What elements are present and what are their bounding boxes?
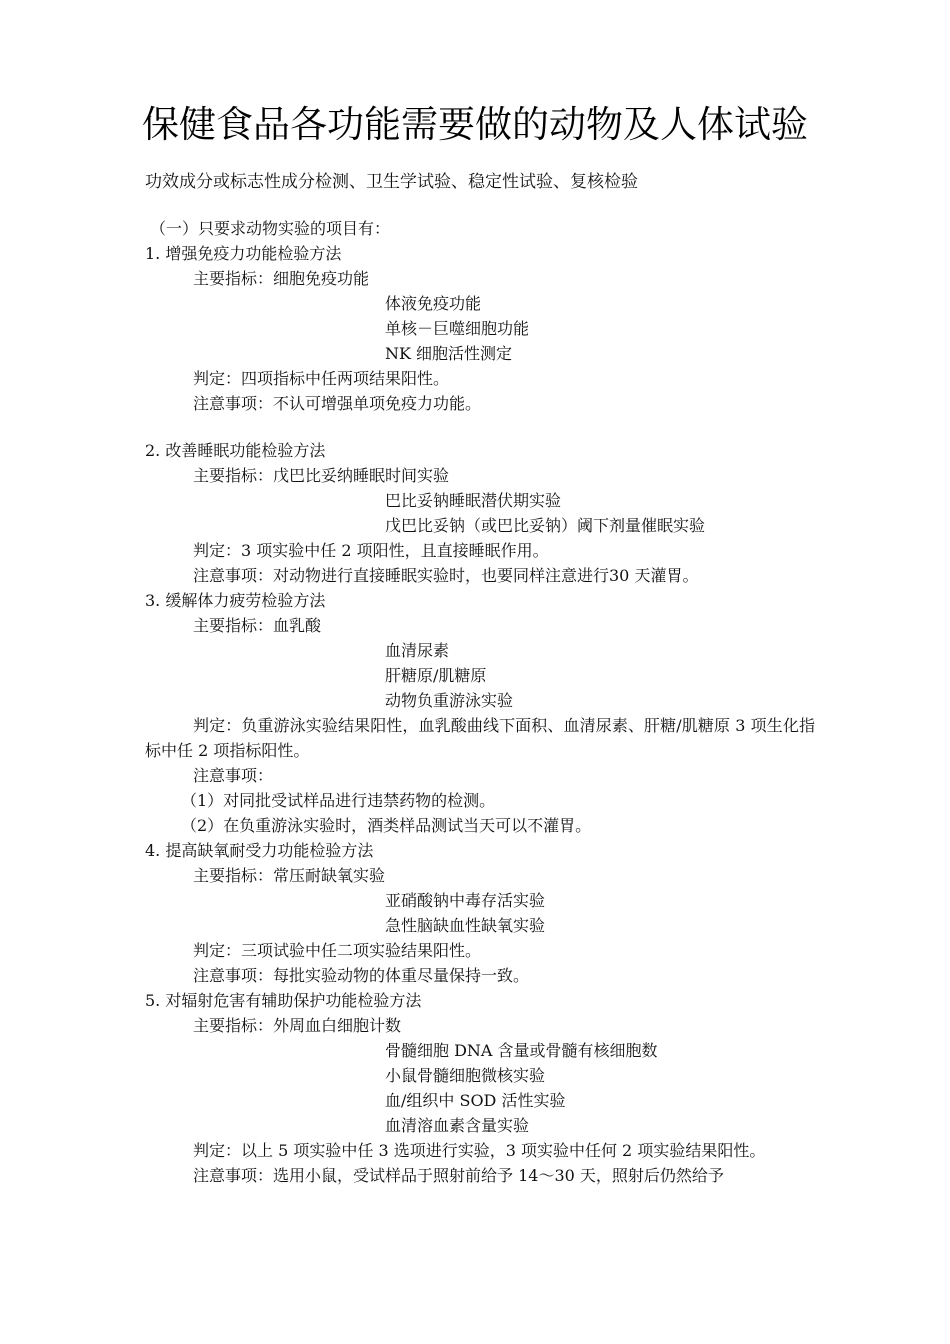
main-indicator: 主要指标：外周血白细胞计数 [193, 1016, 402, 1035]
main-indicator: 主要指标：戊巴比妥纳睡眠时间实验 [193, 466, 450, 485]
document-body [145, 216, 815, 1188]
section-heading: 3. 缓解体力疲劳检验方法 [145, 591, 326, 610]
main-indicator: 主要指标：常压耐缺氧实验 [193, 866, 386, 885]
judgement-line: 判定：三项试验中任二项实验结果阳性。 [193, 941, 482, 960]
section-heading: 2. 改善睡眠功能检验方法 [145, 441, 326, 460]
indicator-item: 急性脑缺血性缺氧实验 [385, 916, 546, 935]
notes-line: 注意事项：不认可增强单项免疫力功能。 [193, 394, 482, 413]
indicator-item: 骨髓细胞 DNA 含量或骨髓有核细胞数 [385, 1041, 658, 1060]
indicator-item: NK 细胞活性测定 [385, 344, 513, 363]
document-subtitle: 功效成分或标志性成分检测、卫生学试验、稳定性试验、复核检验 [145, 172, 638, 192]
indicator-item: 巴比妥钠睡眠潜伏期实验 [385, 491, 562, 510]
section-heading: 4. 提高缺氧耐受力功能检验方法 [145, 841, 374, 860]
indicator-item: 戊巴比妥钠（或巴比妥钠）阈下剂量催眠实验 [385, 516, 706, 535]
notes-line: 注意事项：选用小鼠，受试样品于照射前给予 14～30 天，照射后仍然给予 [193, 1166, 724, 1185]
indicator-item: 血/组织中 SOD 活性实验 [385, 1091, 566, 1110]
indicator-item: 单核－巨噬细胞功能 [385, 319, 530, 338]
notes-label: 注意事项： [193, 766, 274, 785]
indicator-item: 动物负重游泳实验 [385, 691, 514, 710]
document-title: 保健食品各功能需要做的动物及人体试验 [142, 103, 808, 146]
indicator-item: 血清溶血素含量实验 [385, 1116, 530, 1135]
notes-line: 注意事项：每批实验动物的体重尽量保持一致。 [193, 966, 530, 985]
indicator-item: 血清尿素 [385, 641, 450, 660]
section-gap [145, 416, 815, 438]
judgement-paragraph: 判定：以上 5 项实验中任 3 选项进行实验，3 项实验中任何 2 项实验结果阳性。 [193, 1141, 766, 1160]
notes-item: （2）在负重游泳实验时，酒类样品测试当天可以不灌胃。 [181, 816, 592, 835]
intro-line: （一）只要求动物实验的项目有： [150, 219, 391, 238]
indicator-item: 肝糖原/肌糖原 [385, 666, 487, 685]
judgement-line: 判定：四项指标中任两项结果阳性。 [193, 369, 450, 388]
notes-item: （1）对同批受试样品进行违禁药物的检测。 [181, 791, 496, 810]
judgement-line: 判定：3 项实验中任 2 项阳性，且直接睡眠作用。 [193, 541, 549, 560]
indicator-item: 亚硝酸钠中毒存活实验 [385, 891, 546, 910]
main-indicator: 主要指标：细胞免疫功能 [193, 269, 370, 288]
judgement-paragraph: 判定：负重游泳实验结果阳性，血乳酸曲线下面积、血清尿素、肝糖/肌糖原 3 项生化指标中任 2 项指标阳性。 [145, 716, 815, 760]
indicator-item: 小鼠骨髓细胞微核实验 [385, 1066, 546, 1085]
notes-line: 注意事项：对动物进行直接睡眠实验时，也要同样注意进行30 天灌胃。 [193, 566, 699, 585]
main-indicator: 主要指标：血乳酸 [193, 616, 322, 635]
section-heading: 5. 对辐射危害有辅助保护功能检验方法 [145, 991, 422, 1010]
indicator-item: 体液免疫功能 [385, 294, 482, 313]
section-heading: 1. 增强免疫力功能检验方法 [145, 244, 342, 263]
